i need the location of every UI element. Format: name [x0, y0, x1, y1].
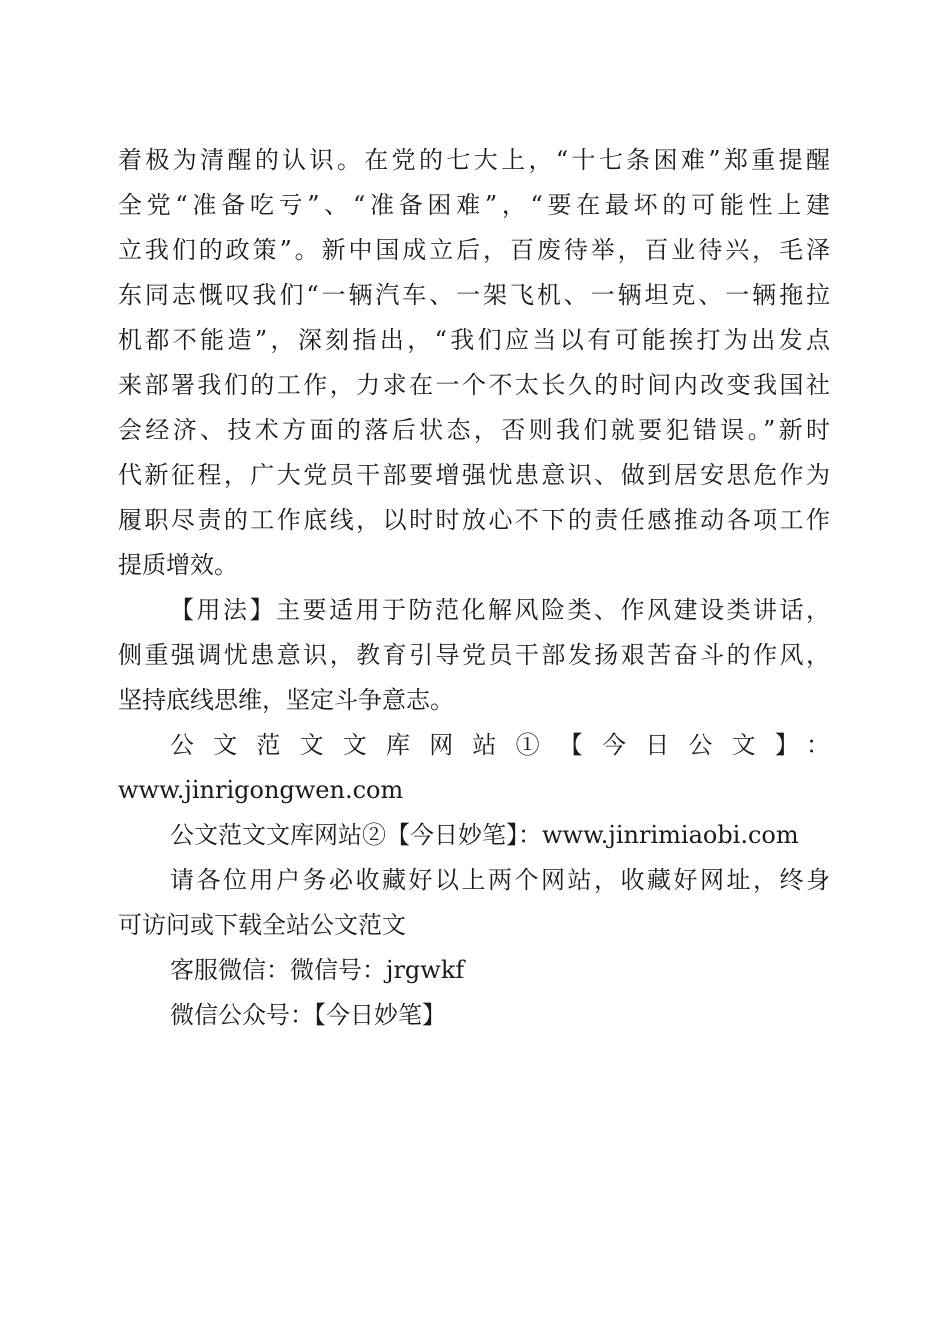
site2-line: 公文范文文库网站②【今日妙笔】：www.jinrimiaobi.com [170, 821, 799, 849]
paragraph-line: 来部署我们的工作，力求在一个不太长久的时间内改变我国社 [118, 371, 830, 399]
service-wechat: 客服微信：微信号：jrgwkf [170, 956, 465, 984]
official-account: 微信公众号：【今日妙笔】 [170, 1001, 446, 1029]
footer-notes [118, 723, 830, 1038]
notice-line: 可访问或下载全站公文范文 [118, 911, 406, 939]
paragraph-line: 【用法】主要适用于防范化解风险类、作风建设类讲话， [170, 596, 830, 624]
paragraph-line: 全党“准备吃亏”、“准备困难”，“要在最坏的可能性上建 [118, 191, 830, 219]
paragraph-line: 会经济、技术方面的落后状态，否则我们就要犯错误。”新时 [118, 416, 830, 444]
site1-url: www.jinrigongwen.com [118, 776, 404, 804]
paragraph-line: 提质增效。 [118, 551, 238, 579]
paragraph-line: 代新征程，广大党员干部要增强忧患意识、做到居安思危作为 [118, 461, 830, 489]
paragraph-line: 东同志慨叹我们“一辆汽车、一架飞机、一辆坦克、一辆拖拉 [118, 281, 830, 309]
paragraph-body [118, 138, 830, 588]
site1-label: 公文范文文库网站①【今日公文】： [170, 731, 830, 759]
paragraph-line: 坚持底线思维，坚定斗争意志。 [118, 686, 454, 714]
notice-line: 请各位用户务必收藏好以上两个网站，收藏好网址，终身 [170, 866, 830, 894]
usage-paragraph [118, 588, 830, 723]
paragraph-line: 机都不能造”，深刻指出，“我们应当以有可能挨打为出发点 [118, 326, 830, 354]
paragraph-line: 侧重强调忧患意识，教育引导党员干部发扬艰苦奋斗的作风， [118, 641, 830, 669]
paragraph-line: 着极为清醒的认识。在党的七大上，“十七条困难”郑重提醒 [118, 146, 830, 174]
paragraph-line: 立我们的政策”。新中国成立后，百废待举，百业待兴，毛泽 [118, 236, 830, 264]
paragraph-line: 履职尽责的工作底线，以时时放心不下的责任感推动各项工作 [118, 506, 830, 534]
